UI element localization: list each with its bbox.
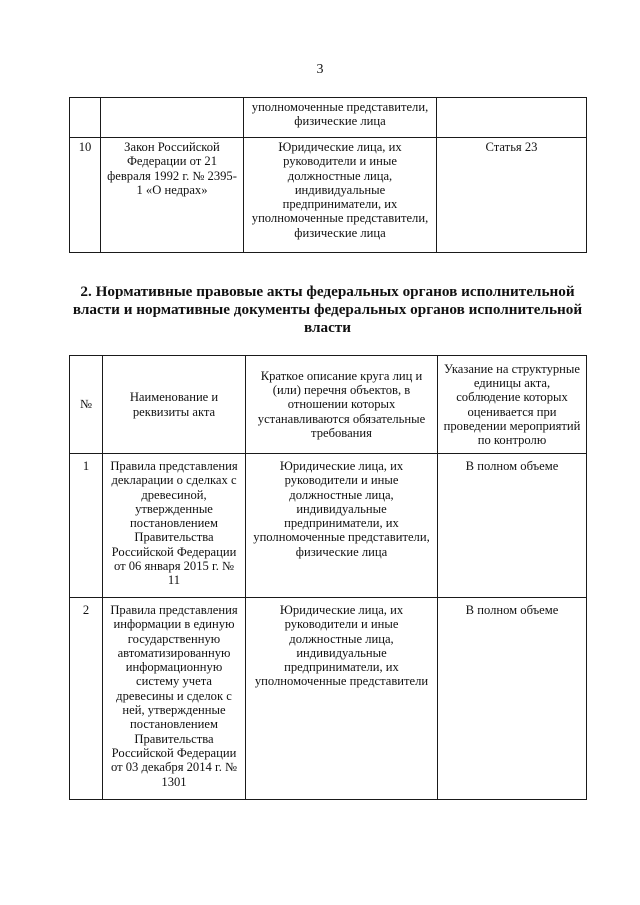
structural-units: Статья 23: [437, 138, 587, 253]
section-heading: 2. Нормативные правовые акты федеральных органов исполнительной власти и нормативные документы федеральных органов исполнительной власти: [72, 283, 583, 336]
subjects-description: Юридические лица, их руководители и иные должностные лица, индивидуальные предприниматели, их уполномоченные представители, физические лица: [246, 454, 438, 598]
row-number: 1: [70, 454, 103, 598]
header-number: №: [70, 356, 103, 454]
header-structural-units: Указание на структурные единицы акта, соблюдение которых оценивается при проведении мероприятий по контролю: [438, 356, 587, 454]
row-number: 10: [70, 138, 101, 253]
header-act-name: Наименование и реквизиты акта: [103, 356, 246, 454]
row-number: 2: [70, 598, 103, 800]
table-header-row: [70, 356, 587, 454]
act-name: Правила представления декларации о сделках с древесиной, утвержденные постановлением Правительства Российской Федерации от 06 января 2015 г. № 11: [103, 454, 246, 598]
structural-units: В полном объеме: [438, 598, 587, 800]
table-row: [70, 98, 587, 138]
subjects-description: Юридические лица, их руководители и иные должностные лица, индивидуальные предприниматели, их уполномоченные представители, физические лица: [244, 138, 437, 253]
table-row: [70, 454, 587, 598]
acts-table-section-2: [69, 355, 587, 800]
table-row: [70, 138, 587, 253]
subjects-description: уполномоченные представители, физические лица: [244, 98, 437, 138]
subjects-description: Юридические лица, их руководители и иные должностные лица, индивидуальные предприниматели, их уполномоченные представители: [246, 598, 438, 800]
table-row: [70, 598, 587, 800]
row-number: [70, 98, 101, 138]
act-name: [101, 98, 244, 138]
act-name: Правила представления информации в единую государственную автоматизированную информационную систему учета древесины и сделок с ней, утвержденные постановлением Правительства Российской Федерации от 03 декабря 2014 г. № 1301: [103, 598, 246, 800]
acts-table-continued: [69, 97, 587, 253]
page-number: 3: [316, 62, 324, 77]
structural-units: В полном объеме: [438, 454, 587, 598]
header-subjects: Краткое описание круга лиц и (или) перечня объектов, в отношении которых устанавливаются обязательные требования: [246, 356, 438, 454]
structural-units: [437, 98, 587, 138]
act-name: Закон Российской Федерации от 21 февраля 1992 г. № 2395-1 «О недрах»: [101, 138, 244, 253]
